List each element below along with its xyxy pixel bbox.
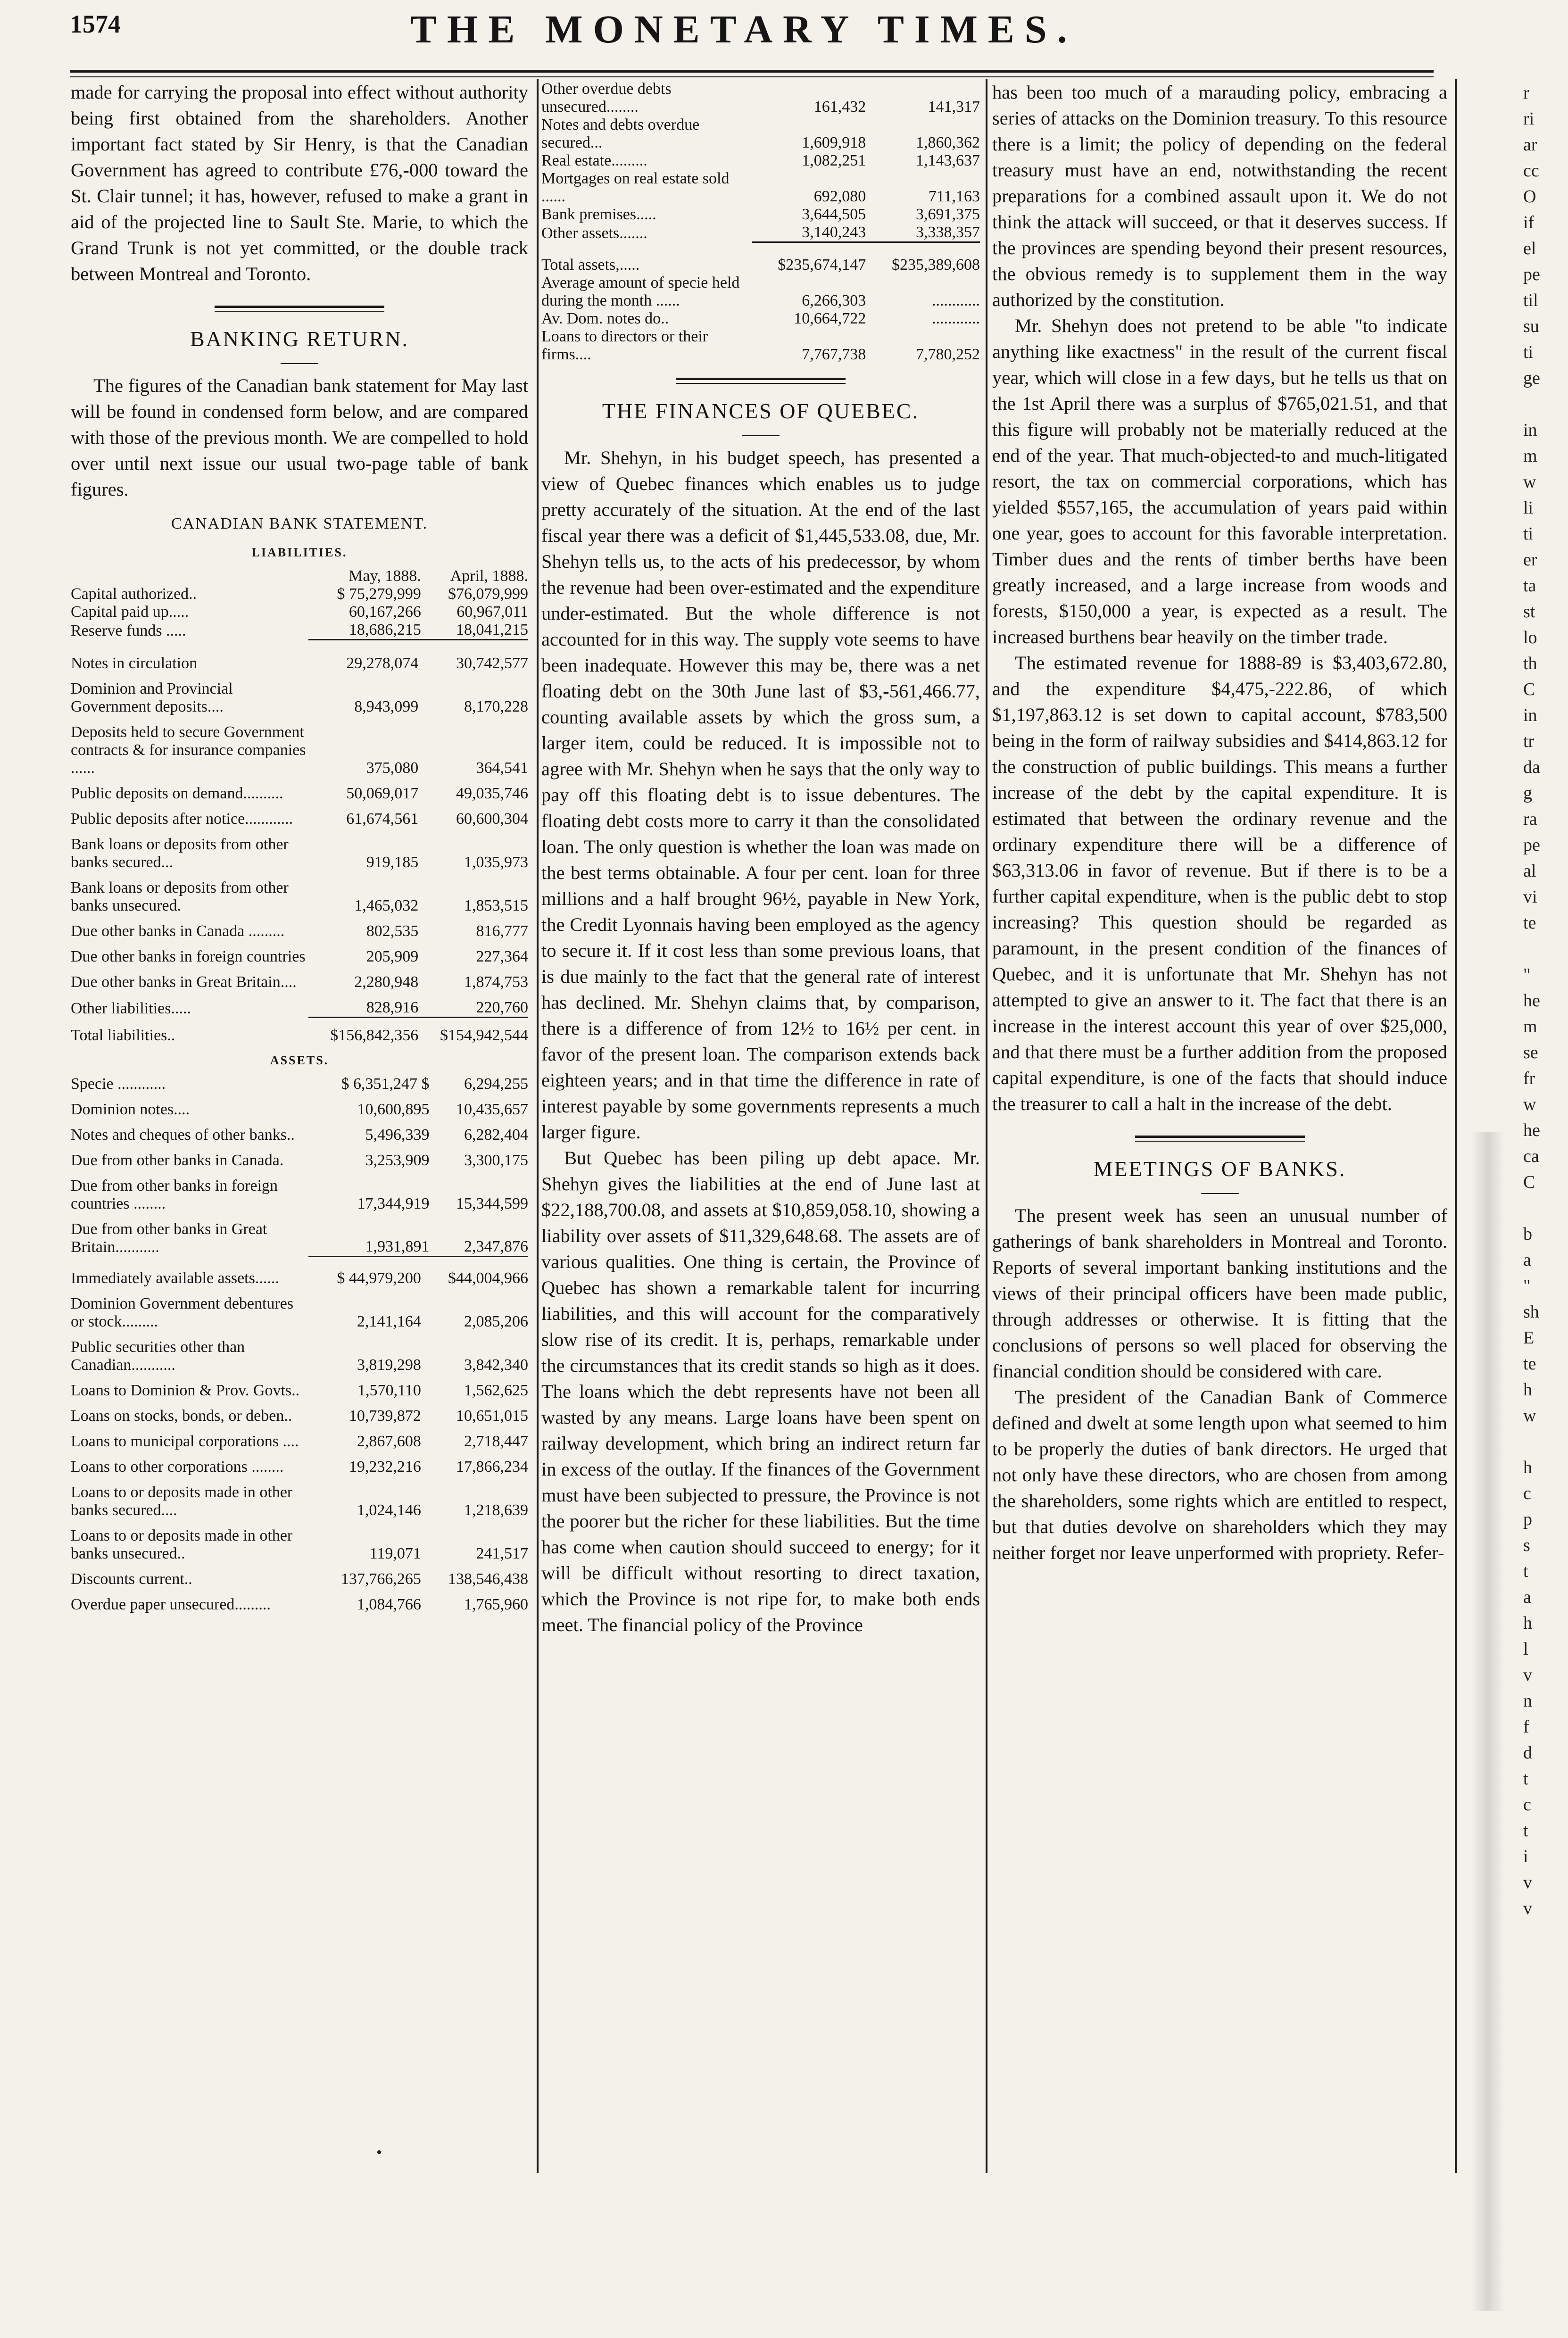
- table-cell: 1,765,960: [464, 1595, 528, 1613]
- table-row: [541, 224, 980, 242]
- table-cell: 1,860,362: [916, 134, 980, 151]
- capital-table: [71, 567, 528, 640]
- header-rule: [70, 70, 1434, 73]
- bleed-fragment: l: [1523, 1639, 1528, 1659]
- table-cell: Bank premises.....: [541, 206, 656, 223]
- table-cell: 919,185: [366, 854, 419, 871]
- table-row: [71, 716, 528, 777]
- table-cell: Bank loans or deposits from other banks unsecured.: [71, 879, 289, 914]
- bleed-fragment: te: [1523, 1354, 1536, 1374]
- table-cell: 2,085,206: [464, 1312, 528, 1330]
- bleed-fragment: su: [1523, 316, 1539, 336]
- table-cell: 692,080: [813, 188, 866, 205]
- table-cell: 2,347,876: [429, 1213, 528, 1256]
- table-cell: 10,651,015: [456, 1407, 528, 1425]
- table-cell: Due from other banks in Canada.: [71, 1152, 284, 1169]
- assets-table-cont: [541, 80, 980, 243]
- bleed-fragment: t: [1523, 1769, 1528, 1789]
- table-cell: 8,170,228: [464, 698, 528, 715]
- bleed-fragment: se: [1523, 1043, 1538, 1062]
- table-cell: 17,866,234: [456, 1458, 528, 1476]
- bleed-fragment: fr: [1523, 1069, 1535, 1088]
- table-cell: Overdue paper unsecured.........: [71, 1595, 271, 1613]
- bleed-fragment: [1523, 391, 1568, 417]
- heading-underline: [281, 363, 318, 364]
- bleed-fragment: a: [1523, 1250, 1531, 1270]
- heading-underline: [742, 435, 780, 436]
- table-cell: 816,777: [476, 922, 528, 940]
- table-cell: Deposits held to secure Government contracts & for insurance companies ......: [71, 723, 306, 777]
- bleed-fragment: ti: [1523, 342, 1534, 362]
- table-cell: 1,024,146: [357, 1501, 421, 1519]
- table-cell: 1,609,918: [802, 134, 866, 151]
- table-row: [71, 585, 528, 603]
- table-row: [541, 152, 980, 170]
- table-cell: 6,266,303: [802, 292, 866, 309]
- table-row: [541, 170, 980, 206]
- table-row: [71, 1476, 528, 1519]
- table-row: [71, 1588, 528, 1614]
- bleed-fragment: h: [1523, 1458, 1532, 1477]
- table-row: [71, 1093, 528, 1119]
- column-3: [992, 79, 1447, 1566]
- table-row: [71, 1269, 528, 1287]
- bleed-fragment: da: [1523, 757, 1540, 777]
- table-cell: 220,760: [418, 991, 528, 1018]
- bleed-fragment: ti: [1523, 524, 1534, 544]
- table-cell: Dominion and Provincial Government deposits....: [71, 680, 233, 715]
- table-cell: 802,535: [366, 922, 419, 940]
- table-cell: 5,496,339: [365, 1126, 430, 1144]
- total-assets-row: [541, 248, 980, 274]
- table-cell: Loans to or deposits made in other banks secured....: [71, 1483, 293, 1519]
- bleed-fragment: w: [1523, 472, 1536, 492]
- section-divider: [215, 306, 384, 312]
- table-cell: 60,600,304: [456, 810, 528, 828]
- adjacent-page-bleed: [1523, 80, 1568, 2249]
- table-cell: Public deposits after notice............: [71, 810, 293, 828]
- bleed-fragment: te: [1523, 913, 1536, 933]
- table-row: [71, 1425, 528, 1451]
- table-cell: 364,541: [476, 759, 528, 777]
- assets-title: ASSETS.: [270, 1053, 329, 1067]
- table-cell: 8,943,099: [354, 698, 419, 715]
- table-row: [71, 871, 528, 915]
- table-cell: Capital paid up.....: [71, 603, 189, 621]
- table-row: [71, 915, 528, 940]
- table-cell: Dominion notes....: [71, 1101, 190, 1118]
- stray-mark: [377, 2150, 381, 2154]
- table-row: [71, 1563, 528, 1588]
- table-cell: Other liabilities.....: [71, 999, 191, 1017]
- bleed-fragment: c: [1523, 1795, 1531, 1815]
- bleed-fragment: ta: [1523, 576, 1536, 596]
- bleed-fragment: til: [1523, 290, 1538, 310]
- table-cell: Loans to or deposits made in other banks unsecured..: [71, 1526, 293, 1562]
- table-cell: $76,079,999: [448, 585, 528, 603]
- table-cell: 1,465,032: [354, 897, 419, 914]
- column-1: [71, 79, 528, 1614]
- assets-table: [71, 1075, 528, 1257]
- table-cell: 1,570,110: [357, 1381, 421, 1399]
- table-cell: Due other banks in Canada .........: [71, 922, 285, 940]
- continued-paragraph: made for carrying the proposal into effect without authority being first obtained from the shareholders. Another important fact stated by Sir Henry, is that the Canadian Government has agreed to contribute £76,-000 toward the St. Clair tunnel; it has, however, refused to make a grant in aid of the projected line to Sault Ste. Marie, to which the Grand Trunk is not yet committed, or the double track between Montreal and Toronto.: [71, 82, 528, 284]
- table-cell: 2,280,948: [354, 973, 419, 991]
- table-cell: 61,674,561: [346, 810, 419, 828]
- table-cell: 2,867,608: [357, 1432, 421, 1450]
- table-cell: 19,232,216: [348, 1458, 421, 1476]
- total-liabilities-row: [71, 1018, 528, 1045]
- table-cell: Due from other banks in foreign countries ........: [71, 1177, 278, 1212]
- table-cell: Dominion Government debentures or stock.........: [71, 1294, 294, 1330]
- table-row: [541, 80, 980, 116]
- bleed-fragment: er: [1523, 550, 1537, 570]
- table-cell: 3,842,340: [464, 1356, 528, 1374]
- table-cell: 30,742,577: [456, 655, 528, 672]
- table-cell: Notes and cheques of other banks..: [71, 1126, 295, 1144]
- table-cell: 60,967,011: [456, 603, 528, 621]
- table-cell: 1,562,625: [464, 1381, 528, 1399]
- table-row: [541, 206, 980, 224]
- table-cell: 7,780,252: [916, 346, 980, 363]
- table-row: [71, 940, 528, 966]
- bleed-fragment: sh: [1523, 1302, 1539, 1322]
- banking-intro: The figures of the Canadian bank statement for May last will be found in condensed form below, and are compared with those of the previous month. We are compelled to hold over until next issue our usual two-page table of bank figures.: [71, 375, 528, 500]
- bleed-fragment: pe: [1523, 265, 1540, 284]
- table-cell: $ 44,979,200: [337, 1269, 421, 1287]
- table-row: [71, 777, 528, 803]
- table-row: [71, 1169, 528, 1213]
- table-row: [71, 1075, 528, 1093]
- table-row: [541, 328, 980, 364]
- quebec-paragraph-5: The estimated revenue for 1888-89 is $3,403,672.80, and the expenditure $4,475,-222.86, of which $1,197,863.12 is set down to capital account, $783,500 being in the form of railway subsidies and $414,863.12 for the construction of public buildings. This means a further increase of the debt by the capital expenditure. It is estimated that between the ordinary revenue and the ordinary expenditure there will be a difference of $63,313.06 in favor of revenue. But if there is to be a further capital expenditure, when is the public debt to stop increasing? This question should be regarded as paramount, in the present condition of the finances of Quebec, and it is unfortunate that Mr. Shehyn has not attempted to give an answer to it. The fact that there is an increase in the interest account this year of over $25,000, and that there must be a further addition from the proposed capital expenditure, is one of the facts that should induce the treasurer to call a halt in the increase of the debt.: [992, 652, 1447, 1114]
- table-row: [71, 1213, 528, 1256]
- bleed-fragment: m: [1523, 1017, 1537, 1036]
- section-divider: [1135, 1136, 1305, 1142]
- bleed-fragment: w: [1523, 1406, 1536, 1426]
- table-cell: $ 75,279,999: [337, 585, 421, 603]
- bleed-fragment: h: [1523, 1613, 1532, 1633]
- quebec-paragraph-2: But Quebec has been piling up debt apace. Mr. Shehyn gives the liabilities at the end of June last at $22,188,700.08, and assets at $10,859,058.10, showing a liability over assets of $11,329,648.68. The assets are of various qualities. One thing is certain, the Province of Quebec has shown a remarkable talent for incurring liabilities, and this will account for the comparatively slow rise of its credit. It is, perhaps, remarkable under the circumstances that its credit stands so high as it does. The loans which the debt represents have not been all wasted by any means. Large loans have been spent on railway development, which bring an indirect return far in excess of the outlay. If the finances of the Government must have been subjected to pressure, the Province is not the poorer but the richer for these liabilities. But the time has come when caution should succeed to energy; for it will be difficult without resorting to direct taxation, which the Province is not ripe for, to make both ends meet. The financial policy of the Province: [541, 1147, 980, 1635]
- bleed-fragment: th: [1523, 654, 1537, 673]
- section-divider: [676, 378, 846, 384]
- bleed-fragment: C: [1523, 1172, 1535, 1192]
- table-cell: Total liabilities..: [71, 1027, 175, 1044]
- table-cell: 141,317: [928, 98, 980, 116]
- bleed-fragment: ge: [1523, 368, 1540, 388]
- table-cell: 2,141,164: [357, 1312, 421, 1330]
- table-cell: 119,071: [369, 1544, 421, 1562]
- table-cell: 18,686,215: [308, 621, 421, 640]
- col-header-may: May, 1888.: [348, 567, 421, 585]
- bleed-fragment: cc: [1523, 161, 1539, 181]
- table-cell: $235,674,147: [778, 256, 866, 274]
- table-cell: 1,143,637: [916, 152, 980, 169]
- bleed-fragment: v: [1523, 1899, 1532, 1918]
- table-cell: 137,766,265: [340, 1570, 421, 1588]
- table-row: [71, 1451, 528, 1476]
- bleed-fragment: ra: [1523, 809, 1537, 829]
- bleed-fragment: ri: [1523, 109, 1535, 129]
- table-cell: Discounts current..: [71, 1570, 192, 1588]
- table-cell: Av. Dom. notes do..: [541, 310, 669, 327]
- table-cell: 1,084,766: [357, 1595, 421, 1613]
- table-cell: 17,344,919: [357, 1195, 430, 1212]
- table-cell: 6,282,404: [464, 1126, 528, 1144]
- bleed-fragment: s: [1523, 1535, 1530, 1555]
- bleed-fragment: vi: [1523, 887, 1537, 907]
- table-row: [541, 274, 980, 310]
- table-row: [71, 1144, 528, 1169]
- table-row: [71, 803, 528, 828]
- bleed-fragment: lo: [1523, 628, 1537, 647]
- quebec-heading: THE FINANCES OF QUEBEC.: [602, 399, 920, 423]
- table-cell: 15,344,599: [456, 1195, 528, 1212]
- column-2: [541, 80, 980, 1638]
- header-rule-thin: [70, 76, 1434, 77]
- table-row: [541, 310, 980, 328]
- bleed-fragment: st: [1523, 602, 1535, 622]
- table-cell: 2,718,447: [464, 1432, 528, 1450]
- table-cell: $235,389,608: [892, 256, 980, 274]
- liabilities-title: LIABILITIES.: [251, 546, 348, 559]
- column-divider-3: [1455, 79, 1457, 2173]
- table-cell: $156,842,356: [330, 1027, 419, 1044]
- bleed-fragment: v: [1523, 1665, 1532, 1685]
- gutter-shadow: [1471, 1132, 1504, 2311]
- table-cell: $44,004,966: [448, 1269, 528, 1287]
- table-cell: Notes in circulation: [71, 655, 198, 672]
- column-divider-1: [537, 79, 539, 2173]
- bleed-fragment: [1523, 1195, 1568, 1221]
- table-cell: 3,140,243: [752, 224, 866, 242]
- table-row: [71, 1287, 528, 1331]
- bleed-fragment: li: [1523, 498, 1534, 518]
- table-cell: 49,035,746: [456, 785, 528, 802]
- table-cell: Reserve funds .....: [71, 622, 186, 639]
- table-row: [71, 603, 528, 621]
- table-cell: Public securities other than Canadian...........: [71, 1338, 245, 1374]
- bleed-fragment: t: [1523, 1561, 1528, 1581]
- table-cell: 1,218,639: [464, 1501, 528, 1519]
- heading-underline: [1201, 1193, 1239, 1194]
- table-cell: Loans to other corporations ........: [71, 1458, 284, 1476]
- bleed-fragment: pe: [1523, 835, 1540, 855]
- table-cell: 3,253,909: [365, 1152, 430, 1169]
- bleed-fragment: he: [1523, 991, 1540, 1011]
- table-cell: 828,916: [308, 991, 418, 1018]
- table-cell: 60,167,266: [348, 603, 421, 621]
- table-cell: Other assets.......: [541, 224, 647, 242]
- table-cell: Due other banks in Great Britain....: [71, 973, 297, 991]
- table-cell: Loans to municipal corporations ....: [71, 1432, 299, 1450]
- table-cell: 3,338,357: [866, 224, 980, 242]
- bleed-fragment: f: [1523, 1717, 1529, 1737]
- page-number: 1574: [70, 10, 121, 38]
- table-cell: Mortgages on real estate sold ......: [541, 170, 730, 205]
- bleed-fragment: p: [1523, 1509, 1532, 1529]
- bleed-fragment: he: [1523, 1120, 1540, 1140]
- table-row: [71, 1519, 528, 1563]
- bleed-fragment: tr: [1523, 731, 1535, 751]
- table-cell: 205,909: [366, 948, 419, 965]
- bleed-fragment: r: [1523, 83, 1529, 103]
- table-row: [71, 621, 528, 640]
- bleed-fragment: al: [1523, 861, 1536, 881]
- table-cell: 10,739,872: [348, 1407, 421, 1425]
- table-cell: 10,435,657: [456, 1101, 528, 1118]
- bleed-fragment: C: [1523, 680, 1535, 699]
- bleed-fragment: t: [1523, 1821, 1528, 1841]
- bleed-fragment: b: [1523, 1224, 1532, 1244]
- bleed-fragment: in: [1523, 705, 1537, 725]
- table-row: [71, 966, 528, 991]
- statement-title: CANADIAN BANK STATEMENT.: [171, 515, 428, 532]
- table-row: [71, 1331, 528, 1374]
- table-cell: 3,300,175: [464, 1152, 528, 1169]
- table-cell: $ 6,351,247 $: [341, 1075, 430, 1093]
- table-cell: Notes and debts overdue secured...: [541, 116, 700, 151]
- assets-table-2: [71, 1269, 528, 1614]
- table-cell: Due other banks in foreign countries: [71, 948, 306, 965]
- table-cell: 241,517: [476, 1544, 528, 1562]
- table-cell: Public deposits on demand..........: [71, 785, 283, 802]
- table-cell: 10,600,895: [357, 1101, 430, 1118]
- table-cell: Specie ............: [71, 1075, 166, 1093]
- bleed-fragment: w: [1523, 1094, 1536, 1114]
- table-cell: 1,853,515: [464, 897, 528, 914]
- table-cell: 3,691,375: [916, 206, 980, 223]
- table-cell: 711,163: [928, 188, 980, 205]
- bleed-fragment: h: [1523, 1380, 1532, 1400]
- table-cell: Loans to directors or their firms....: [541, 328, 708, 363]
- table-cell: 375,080: [366, 759, 419, 777]
- meetings-paragraph-1: The present week has seen an unusual number of gatherings of bank shareholders in Montreal and Toronto. Reports of several important banking institutions and the views of their principal officers have been made public, through addresses or otherwise. It is fitting that the conclusions of persons so well placed for observing the financial condition should be considered with care.: [992, 1205, 1447, 1382]
- table-cell: 50,069,017: [346, 785, 419, 802]
- table-row: [71, 991, 528, 1018]
- table-cell: Loans on stocks, bonds, or deben..: [71, 1407, 292, 1425]
- table-cell: 10,664,722: [794, 310, 866, 327]
- table-cell: 7,767,738: [802, 346, 866, 363]
- table-cell: 6,294,255: [464, 1075, 528, 1093]
- bleed-fragment: el: [1523, 239, 1536, 258]
- meetings-paragraph-2: The president of the Canadian Bank of Commerce defined and dwelt at some length upon what seemed to him to be properly the duties of bank directors. He urged that not only have these directors, who are chosen from among the shareholders, some rights which are entitled to respect, but that duties devolve on shareholders which they may neither forget nor leave unperformed with propriety. Refer-: [992, 1386, 1447, 1563]
- table-cell: 3,819,298: [357, 1356, 421, 1374]
- table-cell: Immediately available assets......: [71, 1269, 279, 1287]
- table-cell: 1,874,753: [464, 973, 528, 991]
- table-cell: 1,931,891: [308, 1213, 429, 1256]
- table-cell: ............: [932, 310, 980, 327]
- table-cell: 3,644,505: [802, 206, 866, 223]
- bleed-fragment: if: [1523, 213, 1535, 232]
- quebec-paragraph-3: has been too much of a marauding policy, embracing a series of attacks on the Dominion treasury. To this resource there is a limit; the policy of depending on the federal treasury must have an end, notwithstanding the recent preparations for a combined assault upon it. We do not think the attack will succeed, or that it deserves success. If the provinces are spending beyond their present resources, the obvious remedy is to supplement them in the way authorized by the constitution.: [992, 82, 1447, 310]
- bleed-fragment: v: [1523, 1873, 1532, 1892]
- column-divider-2: [986, 79, 987, 2173]
- bleed-fragment: g: [1523, 783, 1532, 803]
- meetings-heading: MEETINGS OF BANKS.: [1093, 1157, 1346, 1181]
- table-cell: Real estate.........: [541, 152, 647, 169]
- table-row: [71, 828, 528, 871]
- table-cell: Total assets,.....: [541, 256, 640, 274]
- table-cell: 1,035,973: [464, 854, 528, 871]
- table-cell: Loans to Dominion & Prov. Govts..: [71, 1381, 300, 1399]
- table-cell: Average amount of specie held during the month ......: [541, 274, 740, 309]
- bleed-fragment: d: [1523, 1743, 1532, 1763]
- table-cell: ............: [932, 292, 980, 309]
- bleed-fragment: ": [1523, 1276, 1531, 1296]
- table-cell: 138,546,438: [448, 1570, 528, 1588]
- table-cell: 161,432: [813, 98, 866, 116]
- bleed-fragment: [1523, 936, 1568, 962]
- masthead-title: THE MONETARY TIMES.: [410, 8, 1078, 51]
- bleed-fragment: a: [1523, 1587, 1531, 1607]
- table-row: [71, 655, 528, 672]
- table-row: [71, 672, 528, 716]
- bleed-fragment: ": [1523, 965, 1531, 985]
- table-row: [71, 1119, 528, 1144]
- bleed-fragment: i: [1523, 1847, 1528, 1866]
- bleed-fragment: ca: [1523, 1146, 1539, 1166]
- table-cell: $154,942,544: [440, 1027, 528, 1044]
- bleed-fragment: c: [1523, 1484, 1531, 1503]
- banking-return-heading: BANKING RETURN.: [190, 327, 409, 351]
- table-cell: 227,364: [476, 948, 528, 965]
- col-header-april: April, 1888.: [450, 567, 528, 585]
- table-cell: Due from other banks in Great Britain...........: [71, 1220, 267, 1256]
- total-assets-table: [541, 248, 980, 364]
- table-row: [71, 1374, 528, 1400]
- table-row: [541, 116, 980, 152]
- bleed-fragment: m: [1523, 446, 1537, 466]
- table-cell: Other overdue debts unsecured........: [541, 80, 672, 116]
- table-cell: 18,041,215: [421, 621, 528, 640]
- bleed-fragment: in: [1523, 420, 1537, 440]
- bleed-fragment: ar: [1523, 135, 1537, 155]
- table-row: [71, 1400, 528, 1425]
- liabilities-table: [71, 655, 528, 1045]
- table-cell: Capital authorized..: [71, 585, 197, 603]
- quebec-paragraph-4: Mr. Shehyn does not pretend to be able "to indicate anything like exactness" in the result of the current fiscal year, which will close in a few days, but he tells us that on the 1st April there was a surplus of $765,021.51, and that this figure will probably not be materially reduced at the end of the year. That much-objected-to and much-litigated resort, the tax on commercial corporations, which has yielded $557,165, the accumulation of years paid within one year, goes to account for this favorable interpretation. Timber dues and the rents of timber berths have been greatly increased, and a large increase from woods and forests, $150,000 a year, is expected as a result. The increased burthens bear heavily on the timber trade.: [992, 315, 1447, 647]
- table-cell: Bank loans or deposits from other banks secured...: [71, 836, 289, 871]
- bleed-fragment: O: [1523, 187, 1536, 207]
- table-cell: 29,278,074: [346, 655, 419, 672]
- bleed-fragment: [1523, 1429, 1568, 1455]
- bleed-fragment: E: [1523, 1328, 1535, 1348]
- quebec-paragraph-1: Mr. Shehyn, in his budget speech, has presented a view of Quebec finances which enables us to judge pretty accurately of the situation. At the end of the last fiscal year there was a deficit of $1,445,533.08, due, Mr. Shehyn tells us, to the acts of his predecessor, by whom the revenue had been over-estimated and the expenditure under-estimated. But the whole difference is not accounted for in this way. The supply vote seems to have been inadequate. However this may be, there was a net floating debt on the 30th June last of $3,-561,466.77, counting available assets by which the gross sum, a larger item, could be reduced. It is impossible not to agree with Mr. Shehyn when he says that the only way to pay off this floating debt is to issue debentures. The floating debt costs more to carry it than the consolidated loan. The only question is whether the loan was made on the best terms obtainable. A four per cent. loan for three millions and a half brought 96½, payable in New York, the Credit Lyonnais having been employed as the agency to secure it. If it cost less than some previous loans, that is due mainly to the fact that the general rate of interest has declined. Mr. Shehyn claims that, by comparison, there is a difference of from 12½ to 16½ per cent. in favor of the present loan. The comparison extends back eighteen years; and in that time the difference in rate of interest payable by some governments represents a much larger figure.: [541, 447, 980, 1143]
- bleed-fragment: n: [1523, 1691, 1532, 1711]
- table-cell: 1,082,251: [802, 152, 866, 169]
